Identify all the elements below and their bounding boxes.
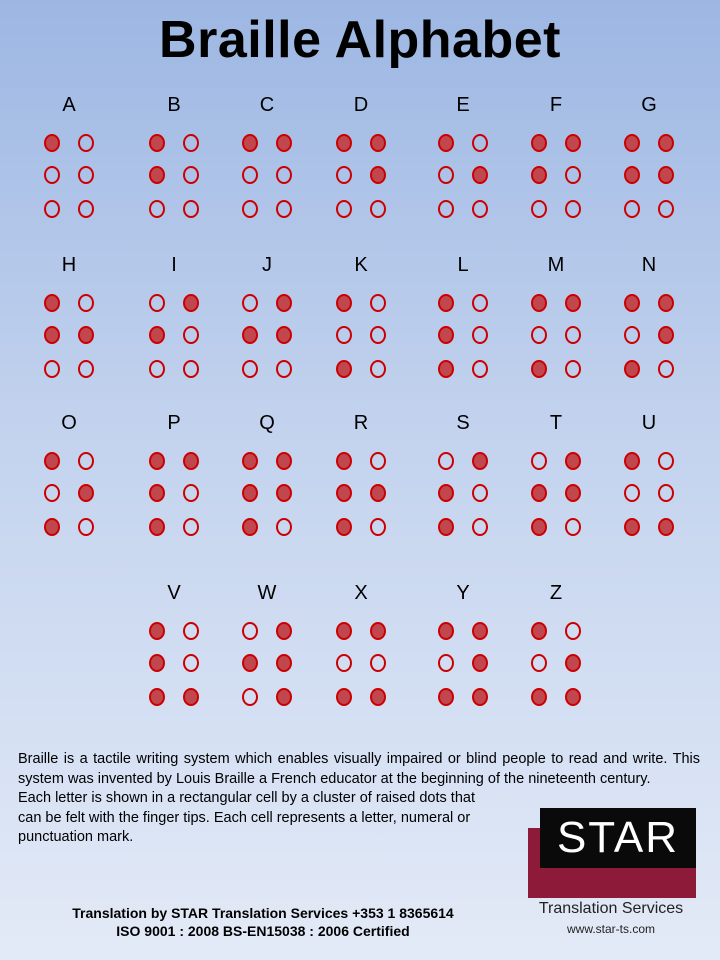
raised-dot <box>472 622 488 640</box>
empty-dot <box>242 166 258 184</box>
raised-dot <box>438 688 454 706</box>
empty-dot <box>438 200 454 218</box>
empty-dot <box>370 518 386 536</box>
empty-dot <box>149 294 165 312</box>
raised-dot <box>336 518 352 536</box>
braille-cell-d <box>326 94 396 244</box>
raised-dot <box>565 294 581 312</box>
braille-cell-f <box>521 94 591 244</box>
star-logo <box>526 800 716 960</box>
raised-dot <box>565 134 581 152</box>
empty-dot <box>472 484 488 502</box>
raised-dot <box>242 326 258 344</box>
empty-dot <box>438 452 454 470</box>
braille-letter-label: R <box>353 412 369 434</box>
empty-dot <box>276 200 292 218</box>
raised-dot <box>472 452 488 470</box>
braille-letter-label: U <box>641 412 657 434</box>
raised-dot <box>370 166 386 184</box>
empty-dot <box>242 360 258 378</box>
empty-dot <box>44 200 60 218</box>
empty-dot <box>531 200 547 218</box>
raised-dot <box>276 326 292 344</box>
empty-dot <box>370 654 386 672</box>
raised-dot <box>438 518 454 536</box>
braille-cell-s <box>428 412 498 562</box>
braille-cell-z <box>521 582 591 732</box>
braille-cell-h <box>34 254 104 404</box>
raised-dot <box>472 688 488 706</box>
braille-cell-c <box>232 94 302 244</box>
raised-dot <box>276 134 292 152</box>
raised-dot <box>44 134 60 152</box>
raised-dot <box>149 688 165 706</box>
raised-dot <box>370 484 386 502</box>
raised-dot <box>149 452 165 470</box>
empty-dot <box>336 200 352 218</box>
raised-dot <box>472 166 488 184</box>
braille-letter-label: C <box>259 94 275 116</box>
braille-letter-label: N <box>641 254 657 276</box>
empty-dot <box>336 166 352 184</box>
braille-cell-i <box>139 254 209 404</box>
raised-dot <box>565 484 581 502</box>
raised-dot <box>336 484 352 502</box>
braille-letter-label: M <box>547 254 565 276</box>
raised-dot <box>531 688 547 706</box>
raised-dot <box>624 360 640 378</box>
raised-dot <box>44 518 60 536</box>
braille-cell-t <box>521 412 591 562</box>
braille-letter-label: T <box>549 412 563 434</box>
braille-cell-y <box>428 582 498 732</box>
braille-cell-e <box>428 94 498 244</box>
logo-black-block <box>540 808 696 868</box>
raised-dot <box>531 518 547 536</box>
braille-letter-label: Q <box>259 412 275 434</box>
raised-dot <box>531 360 547 378</box>
braille-letter-label: S <box>456 412 470 434</box>
raised-dot <box>658 294 674 312</box>
empty-dot <box>531 654 547 672</box>
empty-dot <box>531 452 547 470</box>
braille-cell-w <box>232 582 302 732</box>
empty-dot <box>472 360 488 378</box>
logo-name: STAR <box>556 813 680 862</box>
empty-dot <box>183 134 199 152</box>
raised-dot <box>658 166 674 184</box>
raised-dot <box>438 484 454 502</box>
raised-dot <box>149 326 165 344</box>
raised-dot <box>183 452 199 470</box>
empty-dot <box>183 518 199 536</box>
empty-dot <box>370 294 386 312</box>
empty-dot <box>370 200 386 218</box>
raised-dot <box>149 134 165 152</box>
braille-letter-label: G <box>641 94 657 116</box>
empty-dot <box>472 294 488 312</box>
raised-dot <box>531 294 547 312</box>
empty-dot <box>370 360 386 378</box>
raised-dot <box>565 654 581 672</box>
empty-dot <box>78 518 94 536</box>
empty-dot <box>472 134 488 152</box>
braille-letter-label: L <box>457 254 469 276</box>
braille-cell-l <box>428 254 498 404</box>
raised-dot <box>149 518 165 536</box>
empty-dot <box>565 166 581 184</box>
raised-dot <box>658 134 674 152</box>
description-paragraph-1: Braille is a tactile writing system which enables visually impaired or blind people to read and write. This system was invented by Louis Braille a French educator at the beginning of the nineteenth century. <box>18 751 700 787</box>
credits-line-2: ISO 9001 : 2008 BS-EN15038 : 2006 Certified <box>116 923 410 939</box>
raised-dot <box>242 484 258 502</box>
raised-dot <box>336 622 352 640</box>
empty-dot <box>472 326 488 344</box>
empty-dot <box>44 166 60 184</box>
raised-dot <box>624 166 640 184</box>
empty-dot <box>183 654 199 672</box>
raised-dot <box>276 484 292 502</box>
braille-letter-label: J <box>262 254 272 276</box>
braille-letter-label: V <box>167 582 181 604</box>
raised-dot <box>624 134 640 152</box>
empty-dot <box>624 484 640 502</box>
raised-dot <box>149 484 165 502</box>
empty-dot <box>658 360 674 378</box>
empty-dot <box>276 166 292 184</box>
credits-line-1: Translation by STAR Translation Services +353 1 8365614 <box>72 905 454 921</box>
raised-dot <box>370 134 386 152</box>
raised-dot <box>336 134 352 152</box>
braille-letter-label: I <box>171 254 177 276</box>
braille-letter-label: A <box>62 94 76 116</box>
empty-dot <box>624 326 640 344</box>
empty-dot <box>183 166 199 184</box>
empty-dot <box>336 654 352 672</box>
raised-dot <box>276 688 292 706</box>
empty-dot <box>183 360 199 378</box>
raised-dot <box>149 654 165 672</box>
raised-dot <box>242 518 258 536</box>
empty-dot <box>276 518 292 536</box>
raised-dot <box>658 326 674 344</box>
braille-cell-b <box>139 94 209 244</box>
braille-cell-v <box>139 582 209 732</box>
raised-dot <box>336 360 352 378</box>
raised-dot <box>276 294 292 312</box>
raised-dot <box>531 622 547 640</box>
empty-dot <box>44 360 60 378</box>
empty-dot <box>472 518 488 536</box>
braille-letter-label: Z <box>549 582 563 604</box>
empty-dot <box>78 294 94 312</box>
empty-dot <box>183 484 199 502</box>
braille-letter-label: X <box>354 582 368 604</box>
raised-dot <box>438 294 454 312</box>
empty-dot <box>438 654 454 672</box>
description-paragraph-2: Each letter is shown in a rectangular cell by a cluster of raised dots that can be felt with the finger tips. Each cell represents a letter, numeral or punctuation mark. <box>18 790 475 845</box>
raised-dot <box>531 166 547 184</box>
braille-cell-q <box>232 412 302 562</box>
empty-dot <box>149 200 165 218</box>
page-title: Braille Alphabet <box>159 11 561 69</box>
empty-dot <box>438 166 454 184</box>
braille-cell-n <box>614 254 684 404</box>
braille-letter-label: H <box>61 254 77 276</box>
raised-dot <box>242 452 258 470</box>
empty-dot <box>370 452 386 470</box>
empty-dot <box>531 326 547 344</box>
braille-letter-label: P <box>167 412 181 434</box>
raised-dot <box>531 134 547 152</box>
empty-dot <box>276 360 292 378</box>
braille-cell-p <box>139 412 209 562</box>
raised-dot <box>44 294 60 312</box>
raised-dot <box>276 622 292 640</box>
raised-dot <box>183 688 199 706</box>
empty-dot <box>565 518 581 536</box>
braille-cell-a <box>34 94 104 244</box>
raised-dot <box>336 688 352 706</box>
braille-cell-g <box>614 94 684 244</box>
raised-dot <box>624 518 640 536</box>
raised-dot <box>370 688 386 706</box>
raised-dot <box>624 294 640 312</box>
braille-cell-m <box>521 254 591 404</box>
raised-dot <box>370 622 386 640</box>
empty-dot <box>78 360 94 378</box>
empty-dot <box>149 360 165 378</box>
braille-letter-label: F <box>549 94 563 116</box>
raised-dot <box>149 166 165 184</box>
empty-dot <box>183 622 199 640</box>
braille-letter-label: B <box>167 94 181 116</box>
empty-dot <box>565 360 581 378</box>
raised-dot <box>78 484 94 502</box>
empty-dot <box>78 200 94 218</box>
raised-dot <box>336 452 352 470</box>
braille-letter-label: O <box>61 412 77 434</box>
raised-dot <box>624 452 640 470</box>
empty-dot <box>242 622 258 640</box>
raised-dot <box>44 452 60 470</box>
empty-dot <box>242 688 258 706</box>
raised-dot <box>78 326 94 344</box>
braille-letter-label: W <box>257 582 277 604</box>
empty-dot <box>336 326 352 344</box>
empty-dot <box>658 200 674 218</box>
raised-dot <box>149 622 165 640</box>
braille-letter-label: Y <box>456 582 470 604</box>
raised-dot <box>531 484 547 502</box>
credits <box>18 904 508 940</box>
empty-dot <box>565 326 581 344</box>
empty-dot <box>78 134 94 152</box>
braille-cell-r <box>326 412 396 562</box>
braille-cell-x <box>326 582 396 732</box>
raised-dot <box>565 688 581 706</box>
empty-dot <box>242 200 258 218</box>
raised-dot <box>472 654 488 672</box>
raised-dot <box>438 326 454 344</box>
empty-dot <box>44 484 60 502</box>
empty-dot <box>658 452 674 470</box>
braille-cell-k <box>326 254 396 404</box>
empty-dot <box>78 452 94 470</box>
braille-letter-label: E <box>456 94 470 116</box>
empty-dot <box>565 622 581 640</box>
braille-cell-u <box>614 412 684 562</box>
braille-letter-label: D <box>353 94 369 116</box>
empty-dot <box>624 200 640 218</box>
raised-dot <box>336 294 352 312</box>
logo-url: www.star-ts.com <box>566 922 655 936</box>
braille-cell-j <box>232 254 302 404</box>
empty-dot <box>565 200 581 218</box>
raised-dot <box>183 294 199 312</box>
braille-cell-o <box>34 412 104 562</box>
braille-letter-label: K <box>354 254 368 276</box>
raised-dot <box>565 452 581 470</box>
raised-dot <box>438 622 454 640</box>
empty-dot <box>242 294 258 312</box>
empty-dot <box>183 326 199 344</box>
logo-subtitle: Translation Services <box>538 900 684 917</box>
raised-dot <box>44 326 60 344</box>
raised-dot <box>658 518 674 536</box>
raised-dot <box>242 134 258 152</box>
raised-dot <box>438 134 454 152</box>
empty-dot <box>370 326 386 344</box>
empty-dot <box>183 200 199 218</box>
raised-dot <box>438 360 454 378</box>
raised-dot <box>276 654 292 672</box>
empty-dot <box>658 484 674 502</box>
raised-dot <box>242 654 258 672</box>
raised-dot <box>276 452 292 470</box>
empty-dot <box>472 200 488 218</box>
empty-dot <box>78 166 94 184</box>
